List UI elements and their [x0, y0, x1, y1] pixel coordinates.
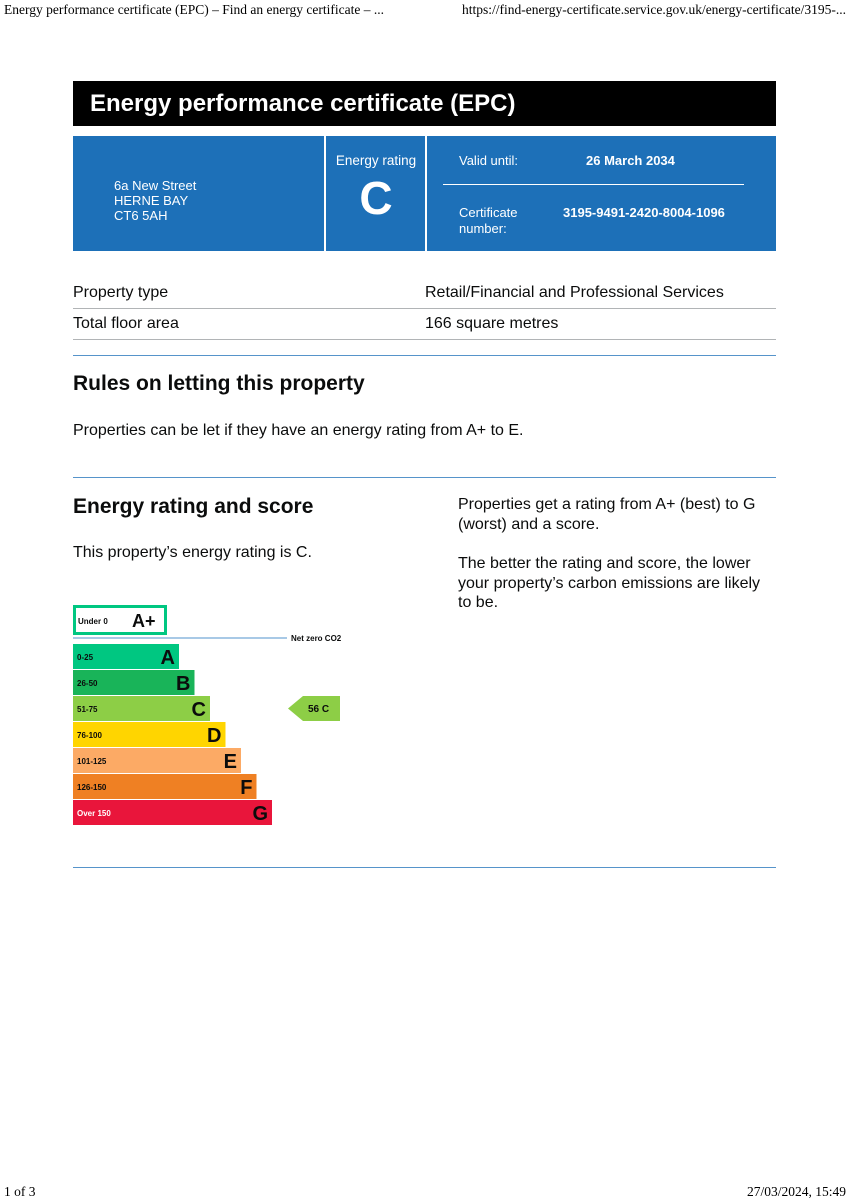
valid-until-date: 26 March 2034 — [586, 153, 675, 168]
band-range-c: 51-75 — [77, 705, 98, 714]
floor-area-value: 166 square metres — [425, 315, 559, 332]
section-divider — [73, 477, 776, 478]
section-divider — [73, 355, 776, 356]
band-letter-e: E — [223, 751, 237, 773]
valid-until-label: Valid until: — [459, 153, 519, 168]
band-range-a: 0-25 — [77, 653, 94, 662]
energy-rating-statement: This property’s energy rating is C. — [73, 544, 312, 561]
band-range-e: 101-125 — [77, 757, 107, 766]
band-range-f: 126-150 — [77, 783, 107, 792]
band-letter-a-plus: A+ — [132, 611, 156, 631]
address-line-1: 6a New Street — [114, 178, 197, 193]
net-zero-label: Net zero CO2 — [291, 634, 342, 643]
print-header-url[interactable]: https://find-energy-certificate.service.gov.uk/energy-certificate/3195-... — [462, 2, 846, 17]
energy-rating-letter: C — [359, 172, 393, 224]
band-letter-f: F — [240, 777, 253, 799]
band-range-b: 26-50 — [77, 679, 98, 688]
section-divider — [73, 867, 776, 868]
floor-area-label: Total floor area — [73, 315, 179, 332]
band-range-a-plus: Under 0 — [78, 617, 108, 626]
band-range-d: 76-100 — [77, 731, 102, 740]
band-letter-g: G — [252, 803, 268, 825]
address-line-3: CT6 5AH — [114, 208, 168, 223]
print-header — [0, 2, 850, 22]
energy-rating-heading: Energy rating and score — [73, 495, 314, 518]
floor-area-row — [73, 310, 776, 340]
banner-row-divider — [443, 184, 744, 185]
energy-rating-chart — [73, 604, 353, 829]
property-address — [114, 178, 196, 223]
band-letter-b: B — [176, 673, 191, 695]
property-type-row — [73, 279, 776, 309]
print-header-title: Energy performance certificate (EPC) – Find an energy certificate – ... — [4, 2, 384, 17]
address-line-2: HERNE BAY — [114, 193, 189, 208]
print-page-number: 1 of 3 — [4, 1184, 36, 1199]
letting-text: Properties can be let if they have an energy rating from A+ to E. — [73, 422, 524, 439]
property-type-label: Property type — [73, 284, 169, 301]
property-details-table — [73, 279, 776, 340]
rating-explanation-1: Properties get a rating from A+ (best) to G (worst) and a score. — [458, 496, 756, 533]
band-letter-d: D — [207, 725, 222, 747]
banner-divider-right — [425, 136, 427, 251]
energy-rating-label: Energy rating — [335, 153, 417, 168]
print-datetime: 27/03/2024, 15:49 — [746, 1184, 846, 1199]
property-type-value: Retail/Financial and Professional Services — [425, 284, 724, 301]
band-letter-c: C — [191, 699, 206, 721]
certificate-number-label: Certificate number: — [459, 205, 518, 236]
certificate-summary-banner — [73, 136, 776, 251]
page-title: Energy performance certificate (EPC) — [73, 81, 776, 126]
rating-explanation-2: The better the rating and score, the lower your property’s carbon emissions are likely to be. — [458, 555, 761, 611]
band-letter-a: A — [160, 647, 175, 669]
current-rating-label: 56 C — [308, 704, 330, 715]
letting-heading: Rules on letting this property — [73, 372, 365, 395]
certificate-number: 3195-9491-2420-8004-1096 — [563, 205, 725, 220]
band-range-g: Over 150 — [77, 809, 111, 818]
print-footer — [0, 1184, 850, 1204]
